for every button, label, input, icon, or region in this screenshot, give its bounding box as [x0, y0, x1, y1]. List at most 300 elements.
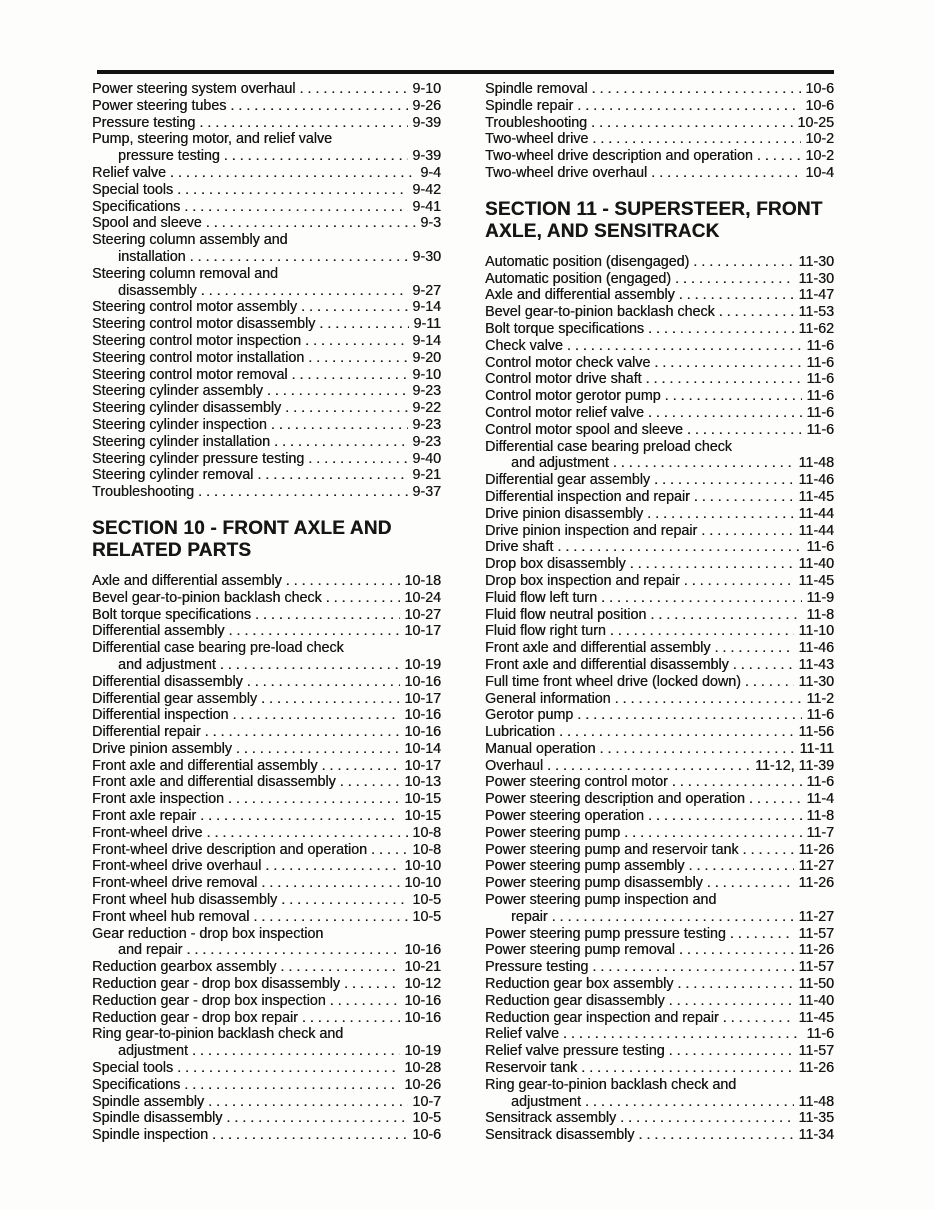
toc-entry-title: Fluid flow neutral position	[485, 606, 647, 623]
dot-leader	[679, 287, 795, 304]
dot-leader	[577, 707, 802, 724]
toc-entry-line	[92, 467, 441, 484]
dot-leader	[177, 182, 408, 199]
toc-entry-line	[485, 405, 834, 422]
toc-entry-title: Reduction gear - drop box disassembly	[92, 976, 340, 993]
dot-leader	[654, 472, 794, 489]
toc-entry-line	[92, 808, 441, 825]
toc-entry-line	[92, 367, 441, 384]
toc-page-number: 10-7	[412, 1093, 441, 1110]
toc-page-number: 10-24	[404, 589, 441, 606]
dot-leader	[684, 573, 795, 590]
dot-leader	[319, 316, 409, 333]
dot-leader	[665, 388, 803, 405]
section-11-entries	[485, 254, 834, 1144]
toc-page-number: 11-45	[798, 488, 834, 505]
toc-entry-title: Power steering pump removal	[485, 942, 675, 959]
toc-entry-title: Ring gear-to-pinion backlash check and	[92, 1026, 344, 1043]
toc-entry-line	[92, 976, 441, 993]
toc-entry-title: Fluid flow left turn	[485, 589, 598, 606]
toc-page-number: 10-16	[404, 992, 441, 1009]
toc-entry-line	[485, 942, 834, 959]
toc-page-number: 9-23	[412, 416, 441, 433]
dot-leader	[228, 623, 400, 640]
toc-entry-title: Differential gear assembly	[92, 690, 258, 707]
toc-page-number: 11-46	[798, 472, 834, 489]
dot-leader	[220, 657, 401, 674]
toc-entry-line	[485, 640, 834, 657]
dot-leader	[224, 148, 409, 165]
toc-entry-title: Axle and differential assembly	[485, 287, 675, 304]
toc-entry-title: Pump, steering motor, and relief valve	[92, 131, 332, 148]
toc-entry-line	[92, 942, 441, 959]
dot-leader	[308, 350, 408, 367]
dot-leader	[274, 434, 408, 451]
dot-leader	[552, 909, 795, 926]
toc-page-number: 11-45	[798, 572, 834, 589]
dot-leader	[200, 808, 400, 825]
dot-leader	[694, 489, 795, 506]
toc-page-number: 11-6	[806, 1026, 834, 1043]
dot-leader	[261, 691, 400, 708]
dot-leader	[212, 1127, 408, 1144]
dot-leader	[648, 808, 802, 825]
toc-entry-title: Power steering pump assembly	[485, 858, 685, 875]
index-column-left	[92, 81, 441, 1144]
dot-leader	[679, 942, 795, 959]
toc-entry-title: Differential inspection	[92, 707, 229, 724]
toc-entry-title: Two-wheel drive description and operation	[485, 148, 753, 165]
toc-page-number: 10-15	[404, 808, 441, 825]
toc-entry-line	[485, 439, 834, 456]
dot-leader	[613, 455, 795, 472]
toc-page-number: 10-5	[412, 1110, 441, 1127]
toc-entry-line	[485, 1127, 834, 1144]
dot-leader	[199, 115, 408, 132]
toc-page-number: 11-6	[806, 371, 834, 388]
index-column-right	[485, 81, 834, 1144]
toc-entry-line	[92, 1094, 441, 1111]
dot-leader	[567, 338, 803, 355]
toc-entry-title: Power steering pump inspection and	[485, 892, 717, 909]
toc-page-number: 9-23	[412, 383, 441, 400]
toc-entry-title: Differential assembly	[92, 623, 225, 640]
toc-page-number: 11-10	[798, 623, 834, 640]
toc-page-number: 9-10	[412, 81, 441, 97]
toc-entry-line	[92, 165, 441, 182]
toc-page-number: 10-2	[805, 148, 834, 165]
toc-entry-title: Relief valve	[92, 164, 166, 181]
toc-entry-title: Front axle repair	[92, 808, 197, 825]
toc-entry-line	[92, 858, 441, 875]
toc-entry-line	[485, 371, 834, 388]
section-10-heading	[92, 518, 441, 562]
toc-entry-title: Spool and sleeve	[92, 215, 202, 232]
toc-entry-line	[92, 707, 441, 724]
toc-entry-title: Overhaul	[485, 757, 544, 774]
dot-leader	[267, 383, 409, 400]
dot-leader	[228, 791, 401, 808]
dot-leader	[255, 607, 400, 624]
dot-leader	[305, 333, 408, 350]
toc-entry-title: Spindle assembly	[92, 1093, 205, 1110]
toc-entry-line	[92, 724, 441, 741]
toc-entry-title: Steering cylinder inspection	[92, 416, 267, 433]
toc-entry-line	[485, 271, 834, 288]
toc-entry-title: Front axle and differential disassembly	[92, 774, 336, 791]
toc-entry-line	[92, 484, 441, 501]
toc-page-number: 9-20	[412, 349, 441, 366]
toc-entry-line	[485, 1010, 834, 1027]
toc-entry-title: Lubrication	[485, 724, 555, 741]
toc-entry-line	[485, 321, 834, 338]
dot-leader	[330, 993, 401, 1010]
toc-entry-line	[485, 842, 834, 859]
dot-leader	[677, 976, 794, 993]
toc-entry-title: Control motor gerotor pump	[485, 388, 661, 405]
toc-entry-title: Front wheel hub disassembly	[92, 892, 278, 909]
toc-page-number: 11-26	[798, 1060, 834, 1077]
toc-entry-line	[485, 556, 834, 573]
toc-entry-line	[485, 959, 834, 976]
toc-entry-line	[485, 254, 834, 271]
toc-entry-line	[92, 590, 441, 607]
toc-entry-line	[92, 623, 441, 640]
toc-page-number: 9-37	[412, 484, 441, 501]
toc-page-number: 10-17	[404, 757, 441, 774]
toc-entry-line	[92, 741, 441, 758]
toc-entry-line	[92, 1010, 441, 1027]
toc-entry-line	[92, 892, 441, 909]
toc-entry-line	[485, 607, 834, 624]
toc-entry-line	[92, 1127, 441, 1144]
dot-leader	[301, 299, 408, 316]
dot-leader	[286, 573, 401, 590]
toc-entry-line	[92, 249, 441, 266]
toc-page-number: 10-17	[404, 623, 441, 640]
section-10-entries-left	[92, 573, 441, 1144]
toc-page-number: 10-5	[412, 892, 441, 909]
toc-page-number: 11-6	[806, 774, 834, 791]
dot-leader	[271, 417, 409, 434]
toc-entry-title: Front axle and differential disassembly	[485, 656, 729, 673]
toc-entry-line	[92, 875, 441, 892]
toc-entry-line	[485, 976, 834, 993]
toc-entry-title: Front axle and differential assembly	[485, 640, 711, 657]
dot-leader	[281, 892, 408, 909]
toc-entry-line	[92, 350, 441, 367]
toc-entry-title: Steering column removal and	[92, 265, 278, 282]
dot-leader	[299, 81, 408, 98]
dot-leader	[236, 741, 401, 758]
toc-entry-title: Sensitrack assembly	[485, 1110, 617, 1127]
toc-entry-title: Reduction gear box assembly	[485, 976, 674, 993]
toc-entry-line	[485, 774, 834, 791]
toc-page-number: 11-11	[799, 740, 834, 757]
toc-entry-line	[485, 506, 834, 523]
dot-leader	[371, 842, 408, 859]
toc-entry-line	[485, 875, 834, 892]
toc-entry-title: disassembly	[118, 282, 197, 299]
toc-entry-line	[92, 299, 441, 316]
toc-entry-title: Steering control motor inspection	[92, 332, 302, 349]
toc-page-number: 11-57	[798, 1043, 834, 1060]
toc-page-number: 10-19	[404, 1043, 441, 1060]
toc-entry-line	[92, 215, 441, 232]
toc-page-number: 11-4	[806, 791, 834, 808]
toc-entry-line	[485, 791, 834, 808]
dot-leader	[630, 556, 795, 573]
dot-leader	[232, 707, 400, 724]
toc-page-number: 10-8	[412, 841, 441, 858]
toc-entry-line	[92, 98, 441, 115]
toc-entry-title: Pressure testing	[485, 959, 589, 976]
dot-leader	[701, 523, 794, 540]
toc-entry-title: Reduction gear disassembly	[485, 992, 665, 1009]
dot-leader	[733, 657, 795, 674]
toc-page-number: 11-6	[806, 421, 834, 438]
toc-page-number: 11-30	[798, 270, 834, 287]
dot-leader	[557, 539, 802, 556]
toc-entry-line	[485, 338, 834, 355]
dot-leader	[206, 215, 417, 232]
toc-page-number: 9-21	[412, 467, 441, 484]
toc-entry-line	[485, 758, 834, 775]
toc-entry-line	[485, 472, 834, 489]
toc-page-number: 11-26	[798, 875, 834, 892]
dot-leader	[620, 1110, 794, 1127]
dot-leader	[226, 1110, 408, 1127]
toc-entry-title: Differential case bearing preload check	[485, 438, 732, 455]
toc-entry-title: Front-wheel drive description and operation	[92, 841, 367, 858]
toc-entry-title: Differential inspection and repair	[485, 488, 690, 505]
dot-leader	[208, 1094, 408, 1111]
toc-entry-line	[92, 434, 441, 451]
toc-page-number: 11-57	[798, 959, 834, 976]
toc-entry-line	[485, 1110, 834, 1127]
toc-entry-line	[485, 81, 834, 98]
dot-leader	[184, 1077, 400, 1094]
toc-entry-line	[92, 199, 441, 216]
toc-page-number: 10-16	[404, 724, 441, 741]
toc-entry-title: Steering cylinder pressure testing	[92, 450, 305, 467]
dot-leader	[291, 367, 408, 384]
toc-entry-title: and adjustment	[118, 656, 216, 673]
toc-entry-title: Steering control motor removal	[92, 366, 288, 383]
toc-page-number: 10-19	[404, 656, 441, 673]
dot-leader	[344, 976, 400, 993]
toc-entry-title: Control motor spool and sleeve	[485, 421, 683, 438]
dot-leader	[615, 691, 803, 708]
toc-entry-line	[92, 640, 441, 657]
toc-entry-title: Drive pinion assembly	[92, 740, 232, 757]
toc-entry-line	[92, 1043, 441, 1060]
toc-entry-title: Specifications	[92, 198, 181, 215]
toc-page-number: 11-26	[798, 841, 834, 858]
toc-entry-title: Differential gear assembly	[485, 472, 651, 489]
toc-page-number: 10-12	[404, 976, 441, 993]
toc-page-number: 11-9	[806, 589, 834, 606]
toc-entry-line	[92, 232, 441, 249]
dot-leader	[230, 98, 408, 115]
toc-entry-title: Bevel gear-to-pinion backlash check	[92, 589, 322, 606]
toc-entry-line	[485, 909, 834, 926]
toc-page-number: 11-27	[798, 908, 834, 925]
toc-entry-title: Steering cylinder assembly	[92, 383, 263, 400]
toc-entry-line	[92, 148, 441, 165]
dot-leader	[184, 199, 408, 216]
toc-entry-title: Power steering description and operation	[485, 791, 745, 808]
toc-page-number: 10-10	[404, 858, 441, 875]
dot-leader	[280, 959, 400, 976]
toc-entry-title: Differential case bearing pre-load check	[92, 640, 344, 657]
toc-entry-title: Specifications	[92, 1076, 181, 1093]
toc-page-number: 11-2	[806, 690, 834, 707]
dot-leader	[669, 993, 795, 1010]
toc-page-number: 10-16	[404, 1009, 441, 1026]
toc-entry-line	[92, 333, 441, 350]
toc-entry-line	[92, 451, 441, 468]
dot-leader	[654, 355, 802, 372]
toc-entry-line	[92, 1110, 441, 1127]
dot-leader	[669, 1043, 795, 1060]
toc-page-number: 10-2	[805, 131, 834, 148]
toc-entry-title: Check valve	[485, 337, 563, 354]
toc-entry-title: Front-wheel drive removal	[92, 875, 258, 892]
dot-leader	[581, 1060, 794, 1077]
toc-entry-line	[92, 1026, 441, 1043]
toc-entry-line	[485, 523, 834, 540]
toc-entry-line	[92, 115, 441, 132]
dot-leader	[646, 371, 803, 388]
toc-entry-title: Power steering pump disassembly	[485, 875, 703, 892]
toc-entry-title: Ring gear-to-pinion backlash check and	[485, 1076, 737, 1093]
toc-page-number: 11-46	[798, 640, 834, 657]
dot-leader	[757, 148, 802, 165]
dot-leader	[730, 926, 795, 943]
toc-entry-line	[92, 283, 441, 300]
toc-entry-title: Drop box disassembly	[485, 556, 626, 573]
toc-entry-title: Special tools	[92, 1060, 174, 1077]
toc-page-number: 10-16	[404, 673, 441, 690]
toc-entry-line	[92, 674, 441, 691]
toc-entry-title: repair	[511, 908, 548, 925]
dot-leader	[707, 875, 795, 892]
toc-entry-title: Special tools	[92, 181, 174, 198]
toc-page-number: 11-8	[806, 808, 834, 825]
toc-entry-title: Bolt torque specifications	[485, 320, 644, 337]
toc-page-number: 11-50	[798, 976, 834, 993]
toc-entry-title: Steering control motor assembly	[92, 299, 298, 316]
toc-entry-line	[485, 1026, 834, 1043]
toc-entry-line	[485, 657, 834, 674]
toc-entry-title: Pressure testing	[92, 114, 196, 131]
toc-entry-title: and adjustment	[511, 455, 609, 472]
dot-leader	[257, 467, 408, 484]
toc-page-number: 10-25	[797, 114, 834, 131]
dot-leader	[205, 724, 401, 741]
dot-leader	[624, 825, 802, 842]
dot-leader	[693, 254, 794, 271]
toc-page-number: 10-4	[805, 164, 834, 181]
dot-leader	[253, 909, 408, 926]
index-columns	[92, 81, 834, 1144]
toc-entry-title: Spindle removal	[485, 81, 588, 97]
toc-entry-title: Spindle inspection	[92, 1127, 209, 1144]
toc-entry-line	[92, 926, 441, 943]
dot-leader	[723, 1010, 795, 1027]
dot-leader	[743, 842, 795, 859]
toc-page-number: 11-47	[798, 287, 834, 304]
toc-page-number: 11-53	[798, 304, 834, 321]
toc-page-number: 11-56	[798, 724, 834, 741]
toc-page-number: 10-6	[805, 81, 834, 97]
toc-page-number: 9-27	[412, 282, 441, 299]
toc-page-number: 9-41	[412, 198, 441, 215]
toc-page-number: 9-23	[412, 433, 441, 450]
toc-entry-line	[92, 1060, 441, 1077]
toc-page-number: 10-10	[404, 875, 441, 892]
toc-entry-title: Power steering pump	[485, 824, 621, 841]
section-11-heading	[485, 199, 834, 243]
toc-page-number: 10-21	[404, 959, 441, 976]
dot-leader	[651, 165, 801, 182]
toc-entry-line	[92, 774, 441, 791]
toc-page-number: 11-30	[798, 673, 834, 690]
dot-leader	[745, 674, 795, 691]
toc-entry-title: Steering control motor installation	[92, 349, 305, 366]
section-heading-line: RELATED PARTS	[92, 539, 252, 561]
toc-entry-line	[485, 707, 834, 724]
toc-page-number: 11-44	[798, 505, 834, 522]
dot-leader	[592, 959, 794, 976]
toc-page-number: 10-6	[805, 97, 834, 114]
toc-entry-line	[485, 304, 834, 321]
toc-page-number: 10-17	[404, 690, 441, 707]
toc-entry-title: Control motor check valve	[485, 354, 651, 371]
toc-entry-title: Gear reduction - drop box inspection	[92, 925, 324, 942]
toc-page-number: 10-15	[404, 791, 441, 808]
toc-entry-title: Power steering pump pressure testing	[485, 925, 726, 942]
toc-entry-title: Gerotor pump	[485, 707, 574, 724]
dot-leader	[591, 115, 793, 132]
toc-page-number: 10-26	[404, 1076, 441, 1093]
toc-page-number: 9-30	[412, 248, 441, 265]
dot-leader	[201, 283, 409, 300]
toc-entry-line	[485, 1043, 834, 1060]
toc-page-number: 10-28	[404, 1060, 441, 1077]
toc-page-number: 11-6	[806, 404, 834, 421]
toc-entry-title: Relief valve	[485, 1026, 559, 1043]
toc-entry-line	[485, 98, 834, 115]
toc-entry-title: Steering cylinder installation	[92, 433, 271, 450]
toc-page-number: 11-45	[798, 1009, 834, 1026]
toc-entry-title: Manual operation	[485, 740, 596, 757]
toc-entry-title: Sensitrack disassembly	[485, 1127, 635, 1144]
toc-entry-line	[485, 1077, 834, 1094]
dot-leader	[585, 1094, 795, 1111]
toc-page-number: 10-6	[412, 1127, 441, 1144]
toc-entry-title: Steering cylinder removal	[92, 467, 254, 484]
dot-leader	[247, 674, 401, 691]
toc-entry-title: Two-wheel drive	[485, 131, 589, 148]
toc-page-number: 10-16	[404, 707, 441, 724]
toc-page-number: 11-6	[806, 337, 834, 354]
dot-leader	[170, 165, 416, 182]
dot-leader	[599, 741, 795, 758]
toc-entry-line	[92, 691, 441, 708]
section-heading-line: SECTION 10 - FRONT AXLE AND	[92, 517, 392, 539]
